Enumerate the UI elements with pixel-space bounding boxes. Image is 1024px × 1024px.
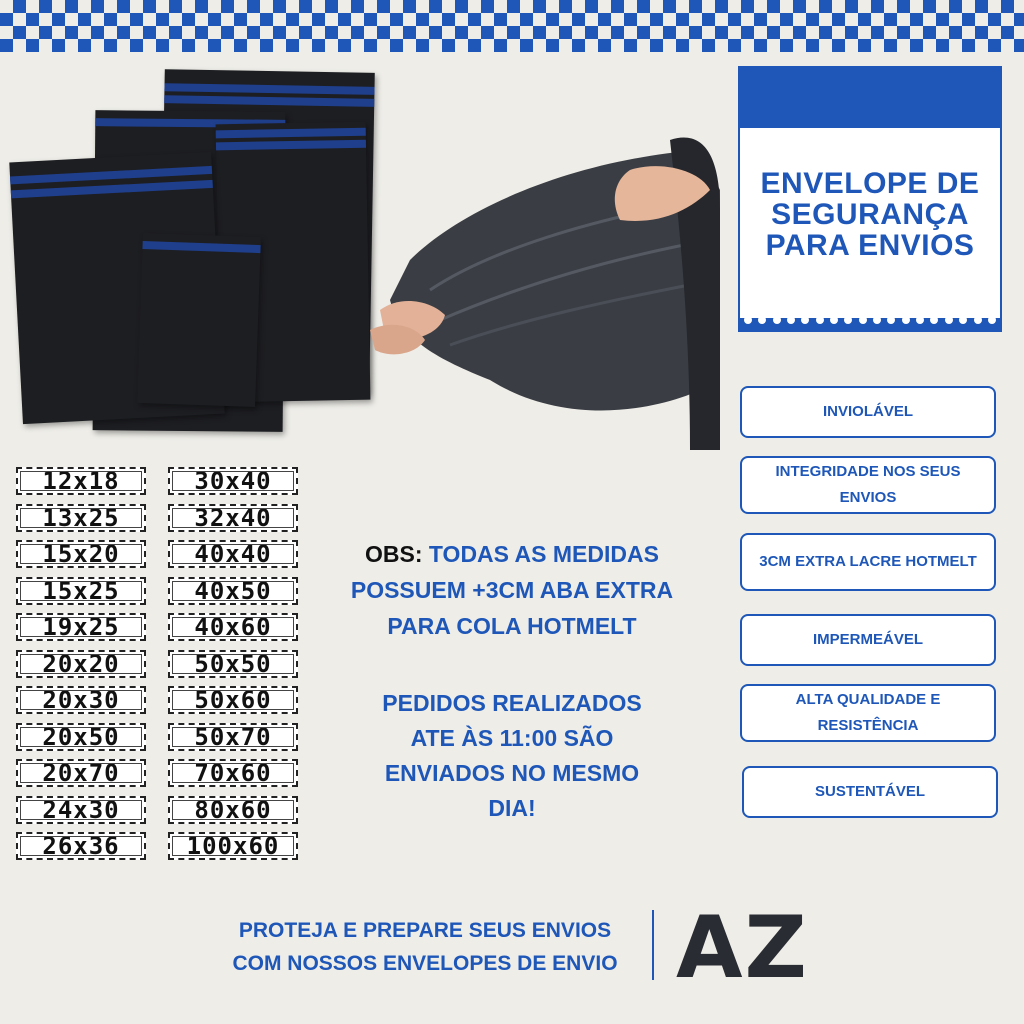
envelopes-photo (0, 65, 380, 445)
shipping-note: PEDIDOS REALIZADOS ATE ÀS 11:00 SÃO ENVIADOS NO MESMO DIA! (382, 690, 642, 821)
hand-opening-envelope-photo (370, 130, 720, 450)
obs-label: OBS: (365, 541, 423, 567)
size-tag: 20x70 (16, 759, 146, 787)
size-tag: 15x20 (16, 540, 146, 568)
feature-badge-sustentavel: SUSTENTÁVEL (742, 766, 998, 818)
size-tag: 20x30 (16, 686, 146, 714)
size-tag: 70x60 (168, 759, 298, 787)
checker-banner (0, 0, 1024, 52)
size-tag: 80x60 (168, 796, 298, 824)
size-tag: 100x60 (168, 832, 298, 860)
title-line-2: SEGURANÇA (771, 198, 969, 231)
size-tag: 15x25 (16, 577, 146, 605)
title-line-3: PARA ENVIOS (765, 229, 975, 262)
footer-divider (652, 910, 654, 980)
page-title (740, 168, 1000, 261)
feature-badge-impermeavel: IMPERMEÁVEL (740, 614, 996, 666)
title-line-1: ENVELOPE DE (760, 167, 980, 200)
size-tag: 40x40 (168, 540, 298, 568)
size-tag: 20x50 (16, 723, 146, 751)
size-tag: 50x60 (168, 686, 298, 714)
title-card-header (738, 66, 1002, 128)
feature-badge-integridade: INTEGRIDADE NOS SEUS ENVIOS (740, 456, 996, 514)
size-tag: 19x25 (16, 613, 146, 641)
brand-logo: AZ (676, 898, 809, 998)
title-card-dots (744, 316, 996, 324)
feature-badge-lacre: 3CM EXTRA LACRE HOTMELT (740, 533, 996, 591)
size-tag: 50x70 (168, 723, 298, 751)
size-tag: 24x30 (16, 796, 146, 824)
size-tag: 32x40 (168, 504, 298, 532)
feature-badge-inviolavel: INVIOLÁVEL (740, 386, 996, 438)
feature-badge-qualidade: ALTA QUALIDADE E RESISTÊNCIA (740, 684, 996, 742)
size-tag: 30x40 (168, 467, 298, 495)
size-tag: 40x50 (168, 577, 298, 605)
title-card (738, 66, 1002, 332)
footer-tagline: PROTEJA E PREPARE SEUS ENVIOS COM NOSSOS ENVELOPES DE ENVIO (232, 919, 618, 975)
size-tag: 13x25 (16, 504, 146, 532)
size-tag: 26x36 (16, 832, 146, 860)
size-tag: 50x50 (168, 650, 298, 678)
size-tag: 40x60 (168, 613, 298, 641)
size-tag: 12x18 (16, 467, 146, 495)
size-tag: 20x20 (16, 650, 146, 678)
obs-note: OBS: TODAS AS MEDIDAS POSSUEM +3CM ABA EXTRA PARA COLA HOTMELT (350, 541, 674, 639)
